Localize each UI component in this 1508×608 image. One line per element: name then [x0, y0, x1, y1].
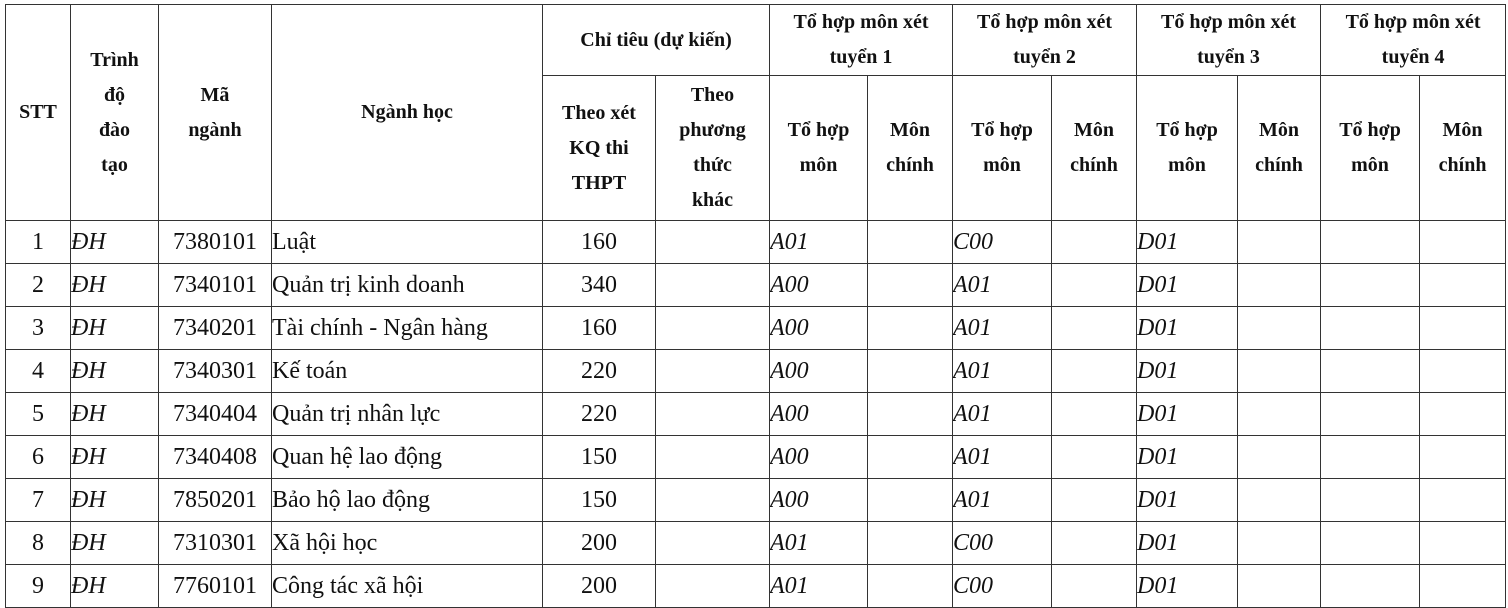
- cell-quota-thpt: 150: [543, 479, 656, 522]
- cell-main-subject-1: [868, 522, 953, 565]
- cell-combo-3: D01: [1137, 522, 1238, 565]
- cell-main-subject-4: [1420, 565, 1506, 608]
- header-combo-line: Tổ hợp môn xét: [1345, 11, 1481, 33]
- cell-stt: 5: [6, 393, 71, 436]
- cell-level: ĐH: [71, 221, 159, 264]
- cell-stt: 3: [6, 307, 71, 350]
- header-quota-other: [656, 76, 770, 221]
- header-combo-subject: [770, 76, 868, 221]
- cell-combo-3: D01: [1137, 436, 1238, 479]
- cell-quota-thpt: 150: [543, 436, 656, 479]
- cell-main-subject-1: [868, 479, 953, 522]
- cell-combo-4: [1321, 522, 1420, 565]
- header-main-subject-line: Môn: [1259, 119, 1300, 141]
- cell-quota-other: [656, 522, 770, 565]
- header-main-subject: [1052, 76, 1137, 221]
- header-combo-3: [1137, 5, 1321, 76]
- cell-combo-4: [1321, 436, 1420, 479]
- header-combo-line: tuyển 1: [829, 46, 893, 68]
- header-main-subject-line: chính: [1438, 154, 1487, 176]
- cell-combo-2: A01: [953, 436, 1052, 479]
- header-stt: STT: [6, 5, 71, 221]
- cell-main-subject-2: [1052, 479, 1137, 522]
- cell-combo-2: A01: [953, 307, 1052, 350]
- table-row: [6, 264, 1506, 307]
- cell-main-subject-3: [1238, 264, 1321, 307]
- cell-combo-3: D01: [1137, 221, 1238, 264]
- table-body: [6, 221, 1506, 608]
- table-row: [6, 479, 1506, 522]
- header-quota: Chỉ tiêu (dự kiến): [543, 5, 770, 76]
- cell-major-name: Quan hệ lao động: [272, 436, 543, 479]
- cell-quota-thpt: 160: [543, 307, 656, 350]
- header-combo-subject-line: Tổ hợp: [1339, 119, 1401, 141]
- cell-main-subject-1: [868, 350, 953, 393]
- header-combo-subject-line: môn: [1351, 154, 1389, 176]
- cell-main-subject-4: [1420, 350, 1506, 393]
- header-main-subject: [868, 76, 953, 221]
- header-quota-thpt-line: Theo xét: [562, 101, 636, 124]
- cell-combo-3: D01: [1137, 565, 1238, 608]
- header-main-subject-line: Môn: [1442, 119, 1483, 141]
- cell-combo-2: A01: [953, 479, 1052, 522]
- cell-combo-1: A01: [770, 565, 868, 608]
- cell-level: ĐH: [71, 307, 159, 350]
- cell-combo-1: A00: [770, 307, 868, 350]
- header-combo-subject: [953, 76, 1052, 221]
- header-quota-thpt: [543, 76, 656, 221]
- cell-main-subject-4: [1420, 221, 1506, 264]
- cell-combo-1: A00: [770, 479, 868, 522]
- header-quota-other-line: khác: [691, 189, 734, 211]
- header-main-subject-line: chính: [886, 154, 934, 176]
- cell-level: ĐH: [71, 393, 159, 436]
- header-main-subject-line: Môn: [1074, 119, 1115, 141]
- cell-quota-thpt: 200: [543, 522, 656, 565]
- cell-combo-2: C00: [953, 221, 1052, 264]
- header-level: [71, 5, 159, 221]
- cell-main-subject-2: [1052, 350, 1137, 393]
- cell-combo-3: D01: [1137, 307, 1238, 350]
- cell-combo-1: A00: [770, 264, 868, 307]
- cell-main-subject-2: [1052, 565, 1137, 608]
- cell-quota-other: [656, 436, 770, 479]
- cell-quota-thpt: 220: [543, 350, 656, 393]
- header-combo-subject-line: Tổ hợp: [1156, 119, 1218, 141]
- cell-main-subject-1: [868, 264, 953, 307]
- cell-main-subject-4: [1420, 436, 1506, 479]
- cell-combo-4: [1321, 221, 1420, 264]
- cell-main-subject-1: [868, 221, 953, 264]
- cell-main-subject-2: [1052, 221, 1137, 264]
- cell-major-name: Luật: [272, 221, 543, 264]
- cell-combo-1: A00: [770, 436, 868, 479]
- cell-major-code: 7760101: [159, 565, 272, 608]
- cell-combo-4: [1321, 350, 1420, 393]
- cell-combo-3: D01: [1137, 479, 1238, 522]
- cell-combo-2: A01: [953, 264, 1052, 307]
- cell-major-code: 7340101: [159, 264, 272, 307]
- cell-main-subject-1: [868, 393, 953, 436]
- header-combo-1: [770, 5, 953, 76]
- cell-main-subject-3: [1238, 565, 1321, 608]
- table-row: [6, 565, 1506, 608]
- cell-combo-1: A01: [770, 221, 868, 264]
- cell-combo-3: D01: [1137, 350, 1238, 393]
- cell-main-subject-4: [1420, 393, 1506, 436]
- table-row: [6, 307, 1506, 350]
- header-main-subject-line: Môn: [890, 119, 930, 141]
- cell-major-name: Công tác xã hội: [272, 565, 543, 608]
- cell-major-code: 7380101: [159, 221, 272, 264]
- cell-combo-1: A00: [770, 393, 868, 436]
- table-row: [6, 221, 1506, 264]
- cell-stt: 6: [6, 436, 71, 479]
- cell-combo-1: A01: [770, 522, 868, 565]
- header-code-line: ngành: [188, 118, 242, 141]
- header-combo-4: [1321, 5, 1506, 76]
- header-quota-other-line: Theo: [690, 84, 735, 106]
- cell-level: ĐH: [71, 350, 159, 393]
- header-combo-line: Tổ hợp môn xét: [793, 11, 929, 33]
- cell-combo-3: D01: [1137, 264, 1238, 307]
- header-combo-subject-line: môn: [1168, 154, 1206, 176]
- header-major: Ngành học: [272, 5, 543, 221]
- cell-stt: 8: [6, 522, 71, 565]
- cell-main-subject-3: [1238, 350, 1321, 393]
- cell-quota-other: [656, 565, 770, 608]
- cell-quota-thpt: 220: [543, 393, 656, 436]
- header-level-line: độ: [103, 83, 126, 106]
- cell-stt: 1: [6, 221, 71, 264]
- cell-main-subject-3: [1238, 522, 1321, 565]
- cell-stt: 7: [6, 479, 71, 522]
- cell-main-subject-3: [1238, 393, 1321, 436]
- cell-quota-thpt: 340: [543, 264, 656, 307]
- header-code: [159, 5, 272, 221]
- header-main-subject-line: chính: [1070, 154, 1118, 176]
- header-combo-subject: [1321, 76, 1420, 221]
- cell-major-code: 7340404: [159, 393, 272, 436]
- cell-main-subject-2: [1052, 522, 1137, 565]
- cell-level: ĐH: [71, 264, 159, 307]
- cell-main-subject-1: [868, 565, 953, 608]
- cell-main-subject-2: [1052, 307, 1137, 350]
- header-main-subject: [1420, 76, 1506, 221]
- cell-quota-thpt: 160: [543, 221, 656, 264]
- cell-major-name: Quản trị kinh doanh: [272, 264, 543, 307]
- cell-major-code: 7340201: [159, 307, 272, 350]
- header-combo-line: tuyển 3: [1197, 46, 1260, 68]
- cell-main-subject-3: [1238, 436, 1321, 479]
- header-code-line: Mã: [200, 83, 230, 106]
- cell-main-subject-1: [868, 436, 953, 479]
- admission-table: [5, 4, 1506, 608]
- cell-major-code: 7850201: [159, 479, 272, 522]
- cell-main-subject-4: [1420, 264, 1506, 307]
- table-header: [6, 5, 1506, 221]
- table-row: [6, 350, 1506, 393]
- cell-main-subject-4: [1420, 307, 1506, 350]
- cell-combo-2: A01: [953, 350, 1052, 393]
- cell-combo-4: [1321, 565, 1420, 608]
- cell-quota-other: [656, 393, 770, 436]
- cell-combo-3: D01: [1137, 393, 1238, 436]
- header-combo-line: Tổ hợp môn xét: [1161, 11, 1297, 33]
- header-quota-thpt-line: KQ thi: [569, 136, 629, 159]
- header-combo-subject-line: Tổ hợp: [971, 119, 1033, 141]
- header-combo-subject-line: môn: [983, 154, 1021, 176]
- header-combo-subject-line: Tổ hợp: [787, 119, 850, 141]
- cell-quota-thpt: 200: [543, 565, 656, 608]
- cell-main-subject-3: [1238, 221, 1321, 264]
- cell-quota-other: [656, 221, 770, 264]
- cell-main-subject-2: [1052, 393, 1137, 436]
- cell-major-code: 7340301: [159, 350, 272, 393]
- cell-combo-2: C00: [953, 522, 1052, 565]
- cell-major-name: Bảo hộ lao động: [272, 479, 543, 522]
- cell-combo-4: [1321, 479, 1420, 522]
- cell-main-subject-3: [1238, 307, 1321, 350]
- cell-major-code: 7310301: [159, 522, 272, 565]
- cell-stt: 9: [6, 565, 71, 608]
- cell-main-subject-4: [1420, 522, 1506, 565]
- cell-stt: 4: [6, 350, 71, 393]
- header-combo-line: tuyển 2: [1013, 46, 1076, 68]
- cell-main-subject-3: [1238, 479, 1321, 522]
- header-combo-subject: [1137, 76, 1238, 221]
- cell-main-subject-2: [1052, 264, 1137, 307]
- cell-major-name: Xã hội học: [272, 522, 543, 565]
- cell-level: ĐH: [71, 436, 159, 479]
- cell-major-name: Quản trị nhân lực: [272, 393, 543, 436]
- cell-quota-other: [656, 479, 770, 522]
- cell-combo-4: [1321, 393, 1420, 436]
- cell-major-name: Tài chính - Ngân hàng: [272, 307, 543, 350]
- header-combo-line: Tổ hợp môn xét: [977, 11, 1113, 33]
- cell-level: ĐH: [71, 565, 159, 608]
- header-combo-2: [953, 5, 1137, 76]
- cell-quota-other: [656, 264, 770, 307]
- cell-level: ĐH: [71, 479, 159, 522]
- cell-quota-other: [656, 350, 770, 393]
- cell-quota-other: [656, 307, 770, 350]
- cell-level: ĐH: [71, 522, 159, 565]
- header-main-subject: [1238, 76, 1321, 221]
- cell-stt: 2: [6, 264, 71, 307]
- table-row: [6, 522, 1506, 565]
- cell-combo-4: [1321, 307, 1420, 350]
- cell-main-subject-2: [1052, 436, 1137, 479]
- header-quota-other-line: thức: [693, 154, 732, 176]
- table-row: [6, 436, 1506, 479]
- cell-combo-2: C00: [953, 565, 1052, 608]
- header-quota-other-line: phương: [679, 119, 746, 141]
- header-level-line: tạo: [101, 153, 128, 176]
- table-row: [6, 393, 1506, 436]
- cell-combo-1: A00: [770, 350, 868, 393]
- cell-main-subject-4: [1420, 479, 1506, 522]
- cell-major-name: Kế toán: [272, 350, 543, 393]
- header-combo-line: tuyển 4: [1381, 46, 1445, 68]
- header-combo-subject-line: môn: [799, 154, 838, 176]
- cell-major-code: 7340408: [159, 436, 272, 479]
- header-quota-thpt-line: THPT: [571, 171, 627, 194]
- header-level-line: đào: [98, 118, 131, 141]
- cell-combo-2: A01: [953, 393, 1052, 436]
- header-level-line: Trình: [90, 48, 139, 71]
- cell-combo-4: [1321, 264, 1420, 307]
- header-main-subject-line: chính: [1255, 154, 1303, 176]
- cell-main-subject-1: [868, 307, 953, 350]
